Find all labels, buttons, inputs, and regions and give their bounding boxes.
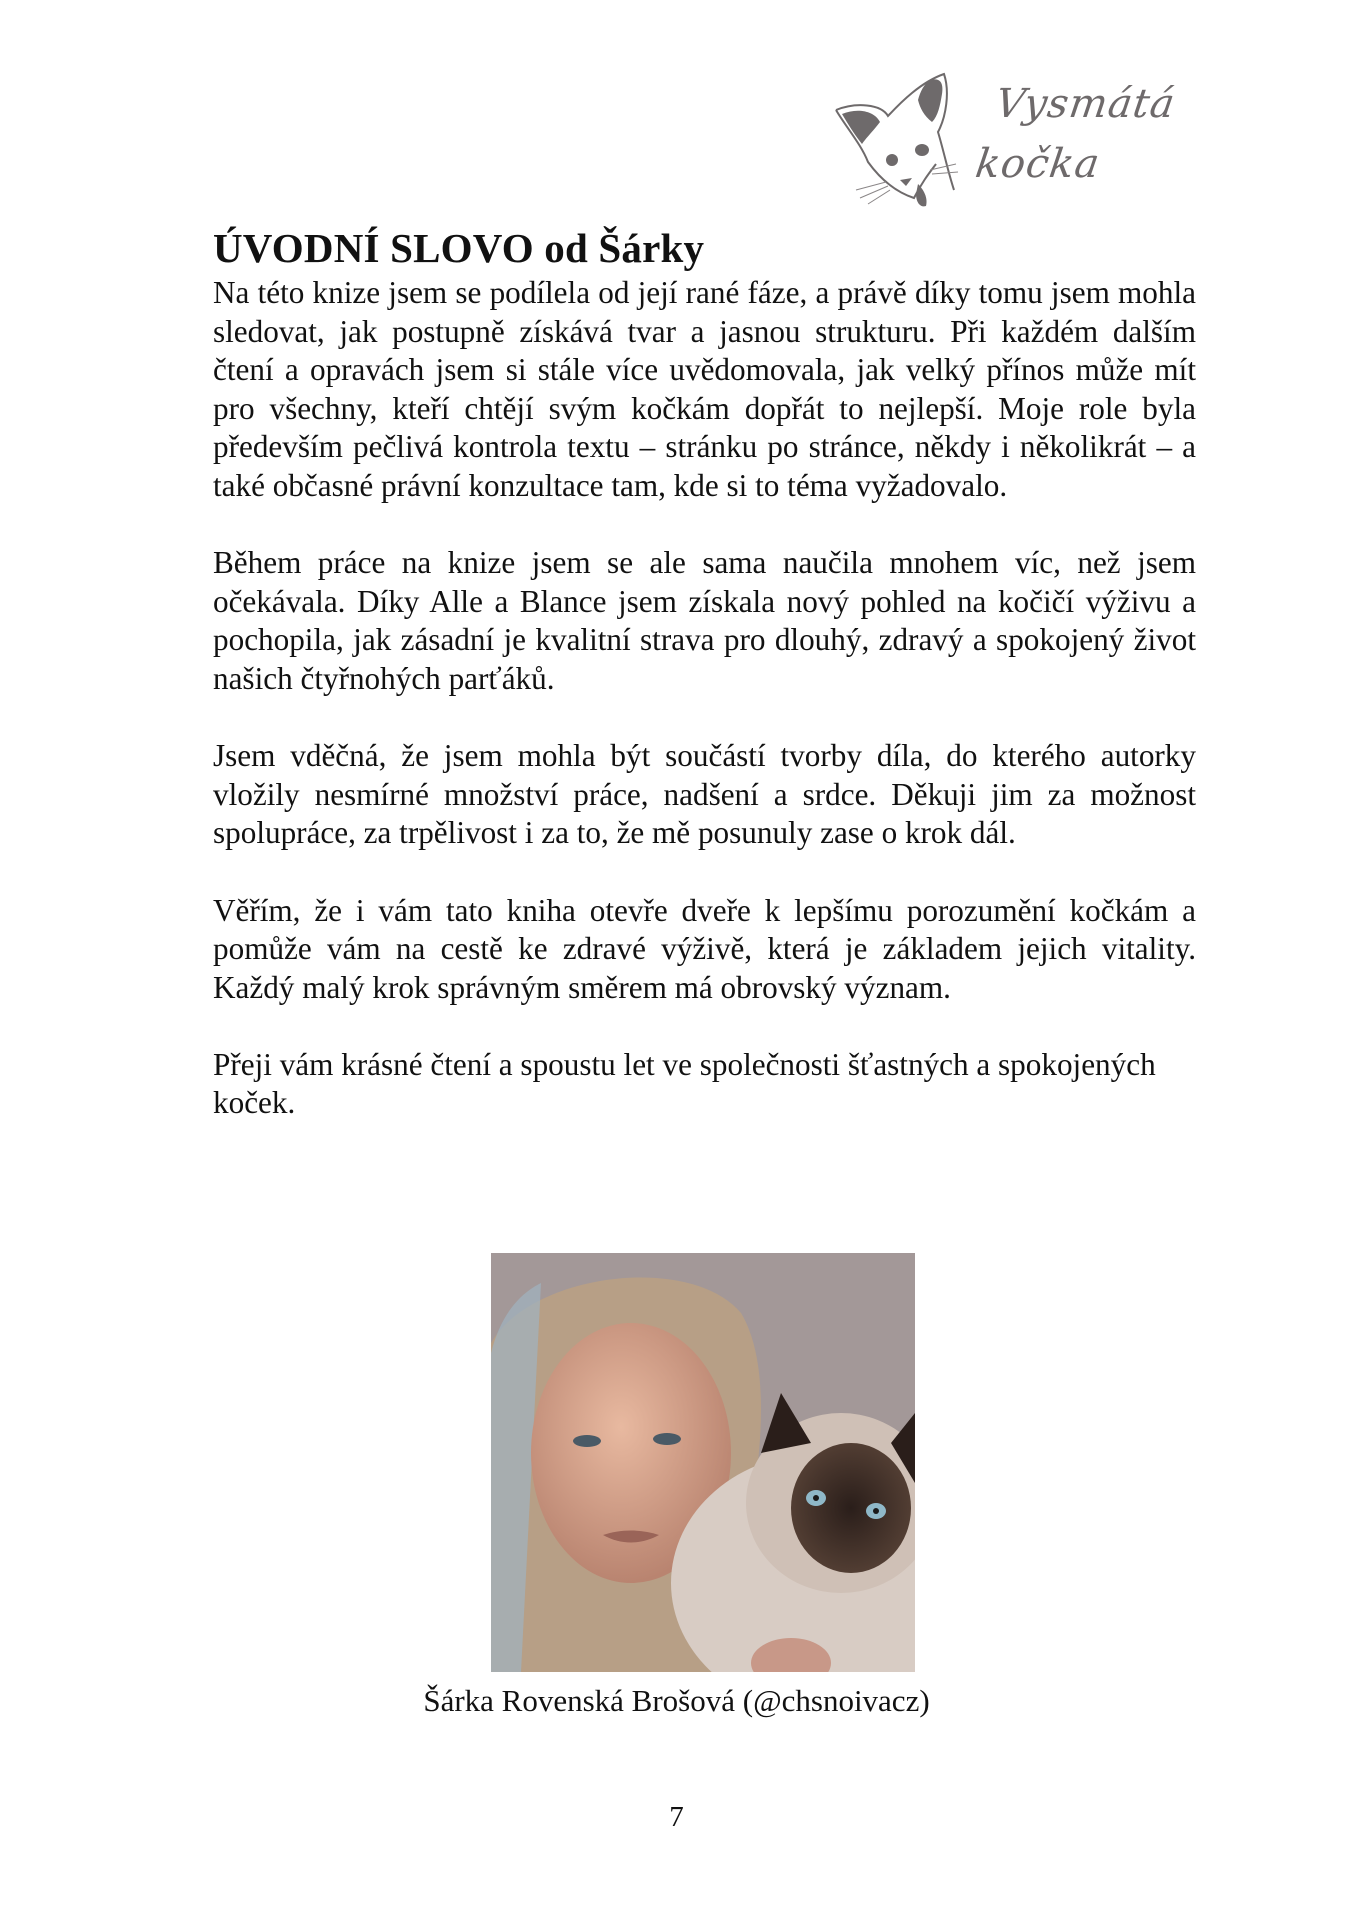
paragraph: Během práce na knize jsem se ale sama naučila mnohem víc, než jsem očekávala. Díky Alle a Blance jsem získala nový pohled na kočičí výživu a pochopila, jak zásadní je kvalitní strava pro dlouhý, zdravý a spokojený život našich čtyřnohých parťáků. [213,545,1196,696]
paragraph: Přeji vám krásné čtení a spoustu let ve společnosti šťastných a spokojených koček. [213,1046,1156,1121]
page-number: 7 [669,1801,684,1833]
paragraph: Věřím, že i vám tato kniha otevře dveře k lepšímu porozumění kočkám a pomůže vám na cestě ke zdravé výživě, která je základem jejich vitality. Každý malý krok správným směrem má obrovský význam. [213,892,1196,1005]
paragraph: Na této knize jsem se podílela od její rané fáze, a právě díky tomu jsem mohla sledovat, jak postupně získává tvar a jasnou strukturu. Při každém dalším čtení a opravách jsem si stále více uvědomovala, jak velký přínos může mít pro všechny, kteří chtějí svým kočkám dopřát to nejlepší. Moje role byla především pečlivá kontrola textu – stránku po stránce, někdy i několikrát – a také občasné právní konzultace tam, kde si to téma vyžadovalo. [213,275,1196,503]
page-title: ÚVODNÍ SLOVO od Šárky [213,225,705,271]
photo-caption: Šárka Rovenská Brošová (@chsnoivacz) [423,1683,930,1718]
paragraph: Jsem vděčná, že jsem mohla být součástí tvorby díla, do kterého autorky vložily nesmírné množství práce, nadšení a srdce. Děkuji jim za možnost spolupráce, za trpělivost i za to, že mě posunuly zase o krok dál. [213,738,1196,851]
author-photo [491,1253,915,1672]
body-text [213,274,1196,1123]
logo-text-line1: Vysmátá [992,81,1179,127]
logo-text-line2: kočka [972,141,1104,187]
cat-logo-icon [826,72,996,212]
brand-logo [826,72,1196,212]
